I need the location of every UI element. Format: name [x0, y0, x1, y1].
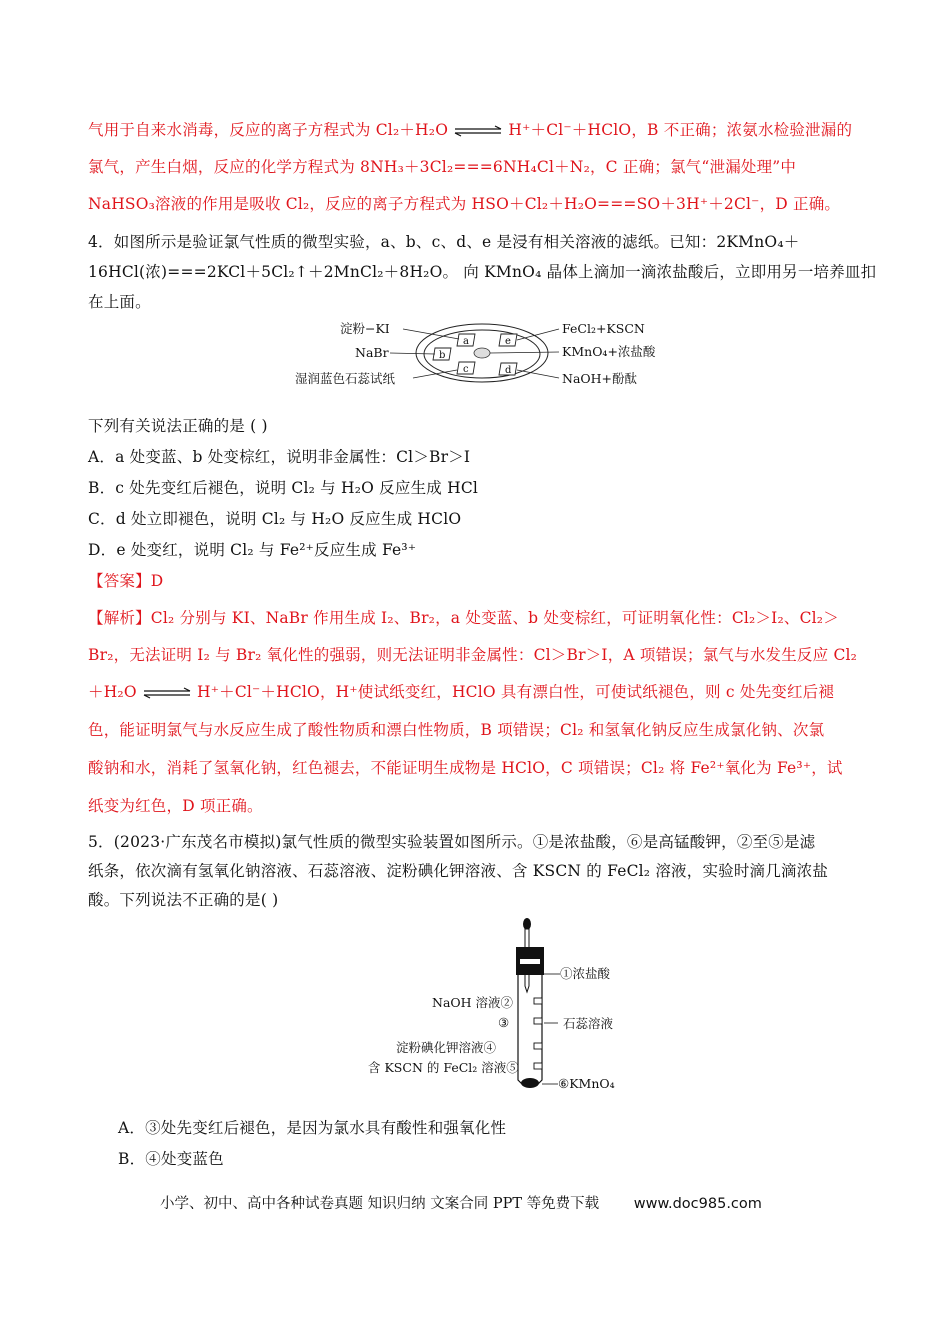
label-kmno4-6: ⑥KMnO₄: [558, 1076, 615, 1091]
label-3: ③: [498, 1015, 510, 1030]
test-tube-figure: [360, 912, 640, 1102]
q4-line-1: 4．如图所示是验证氯气性质的微型实验，a、b、c、d、e 是浸有相关溶液的滤纸。已知：2KMnO₄＋: [88, 233, 800, 251]
kmno4-crystals: [521, 1078, 539, 1088]
strip-4: [534, 1043, 542, 1049]
footer-text: 小学、初中、高中各种试卷真题 知识归纳 文案合同 PPT 等免费下载: [160, 1196, 600, 1212]
q4-analysis-2: Br₂，无法证明 I₂ 与 Br₂ 氧化性的强弱，则无法证明非金属性：Cl＞Br＞I，A 项错误；氯气与水发生反应 Cl₂: [88, 646, 858, 664]
label-naoh: NaOH+酚酞: [562, 371, 638, 386]
label-a: a: [463, 336, 469, 347]
q5-option-b: B．④处变蓝色: [118, 1150, 224, 1168]
label-conc-hcl: ①浓盐酸: [560, 966, 611, 981]
label-b: b: [439, 350, 446, 361]
dropper-bulb: [523, 918, 531, 930]
label-d: d: [505, 365, 512, 376]
q5-option-a: A．③处先变红后褪色，是因为氯水具有酸性和强氧化性: [118, 1119, 507, 1137]
label-starch-ki: 淀粉−KI: [340, 321, 390, 336]
label-starch-ki-4: 淀粉碘化钾溶液④: [396, 1040, 497, 1055]
strip-5: [534, 1063, 542, 1069]
label-c: c: [463, 364, 469, 375]
analysis-line-3: NaHSO₃溶液的作用是吸收 Cl₂，反应的离子方程式为 HSO＋Cl₂＋H₂O===SO＋3H⁺＋2Cl⁻，D 正确。: [88, 195, 841, 213]
label-fecl2-5: 含 KSCN 的 FeCl₂ 溶液⑤: [368, 1060, 519, 1075]
strip-3: [534, 1018, 542, 1024]
center-crystal: [474, 348, 490, 358]
label-litmus: 湿润蓝色石蕊试纸: [295, 371, 396, 386]
equation-left: 气用于自来水消毒，反应的离子方程式为 Cl₂＋H₂O: [88, 121, 449, 139]
footer-link[interactable]: www.doc985.com: [633, 1196, 762, 1212]
q5-line-3: 酸。下列说法不正确的是( ): [88, 891, 279, 909]
q4-line-2: 16HCl(浓)===2KCl＋5Cl₂↑＋2MnCl₂＋8H₂O。 向 KMnO₄ 晶体上滴加一滴浓盐酸后，立即用另一培养皿扣: [88, 263, 877, 281]
footer: [160, 1192, 762, 1213]
label-litmus: 石蕊溶液: [563, 1016, 614, 1031]
test-tube: [518, 975, 542, 1087]
equation-right: H⁺＋Cl⁻＋HClO，B 不正确；浓氨水检验泄漏的: [508, 121, 853, 139]
petri-dish-figure: [285, 315, 665, 395]
label-fecl2: FeCl₂+KSCN: [562, 321, 645, 336]
q4-line-3: 在上面。: [88, 293, 151, 311]
q4-analysis-4: 色，能证明氯气与水反应生成了酸性物质和漂白性物质，B 项错误；Cl₂ 和氢氧化钠反应生成氯化钠、次氯: [88, 721, 825, 739]
analysis-line-1: [88, 118, 864, 140]
q4-stem: 下列有关说法正确的是 ( ): [88, 417, 268, 435]
reversible-arrow-icon: [142, 687, 192, 699]
q4-option-d: D．e 处变红，说明 Cl₂ 与 Fe²⁺反应生成 Fe³⁺: [88, 541, 417, 559]
q4-option-b: B．c 处先变红后褪色，说明 Cl₂ 与 H₂O 反应生成 HCl: [88, 479, 479, 497]
q4-analysis-3-left: ＋H₂O: [88, 683, 137, 701]
q5-line-2: 纸条，依次滴有氢氧化钠溶液、石蕊溶液、淀粉碘化钾溶液、含 KSCN 的 FeCl₂ 溶液，实验时滴几滴浓盐: [88, 862, 829, 880]
label-kmno4: KMnO₄+浓盐酸: [562, 344, 656, 359]
q4-analysis-3: [88, 680, 864, 702]
reversible-arrow-icon: [453, 125, 503, 137]
analysis-line-2: 氯气，产生白烟，反应的化学方程式为 8NH₃＋3Cl₂===6NH₄Cl＋N₂，C 正确；氯气“泄漏处理”中: [88, 158, 797, 176]
q4-analysis-5: 酸钠和水，消耗了氢氧化钠，红色褪去，不能证明生成物是 HClO，C 项错误；Cl₂ 将 Fe²⁺氧化为 Fe³⁺，试: [88, 759, 843, 777]
label-nabr: NaBr: [355, 345, 389, 360]
label-naoh-2: NaOH 溶液②: [432, 995, 514, 1010]
strip-2: [534, 998, 542, 1004]
q4-option-a: A．a 处变蓝、b 处变棕红，说明非金属性：Cl＞Br＞I: [88, 448, 471, 466]
q4-option-c: C．d 处立即褪色，说明 Cl₂ 与 H₂O 反应生成 HClO: [88, 510, 462, 528]
label-e: e: [505, 336, 511, 347]
q4-answer: 【答案】D: [88, 572, 164, 590]
q4-analysis-1: 【解析】Cl₂ 分别与 KI、NaBr 作用生成 I₂、Br₂，a 处变蓝、b 处变棕红，可证明氧化性：Cl₂＞I₂、Cl₂＞: [88, 609, 839, 627]
q4-analysis-6: 纸变为红色，D 项正确。: [88, 797, 263, 815]
q5-line-1: 5．(2023·广东茂名市模拟)氯气性质的微型实验装置如图所示。①是浓盐酸，⑥是高锰酸钾，②至⑤是滤: [88, 833, 816, 851]
q4-analysis-3-right: H⁺＋Cl⁻＋HClO，H⁺使试纸变红，HClO 具有漂白性，可使试纸褪色，则 c 处先变红后褪: [197, 683, 835, 701]
